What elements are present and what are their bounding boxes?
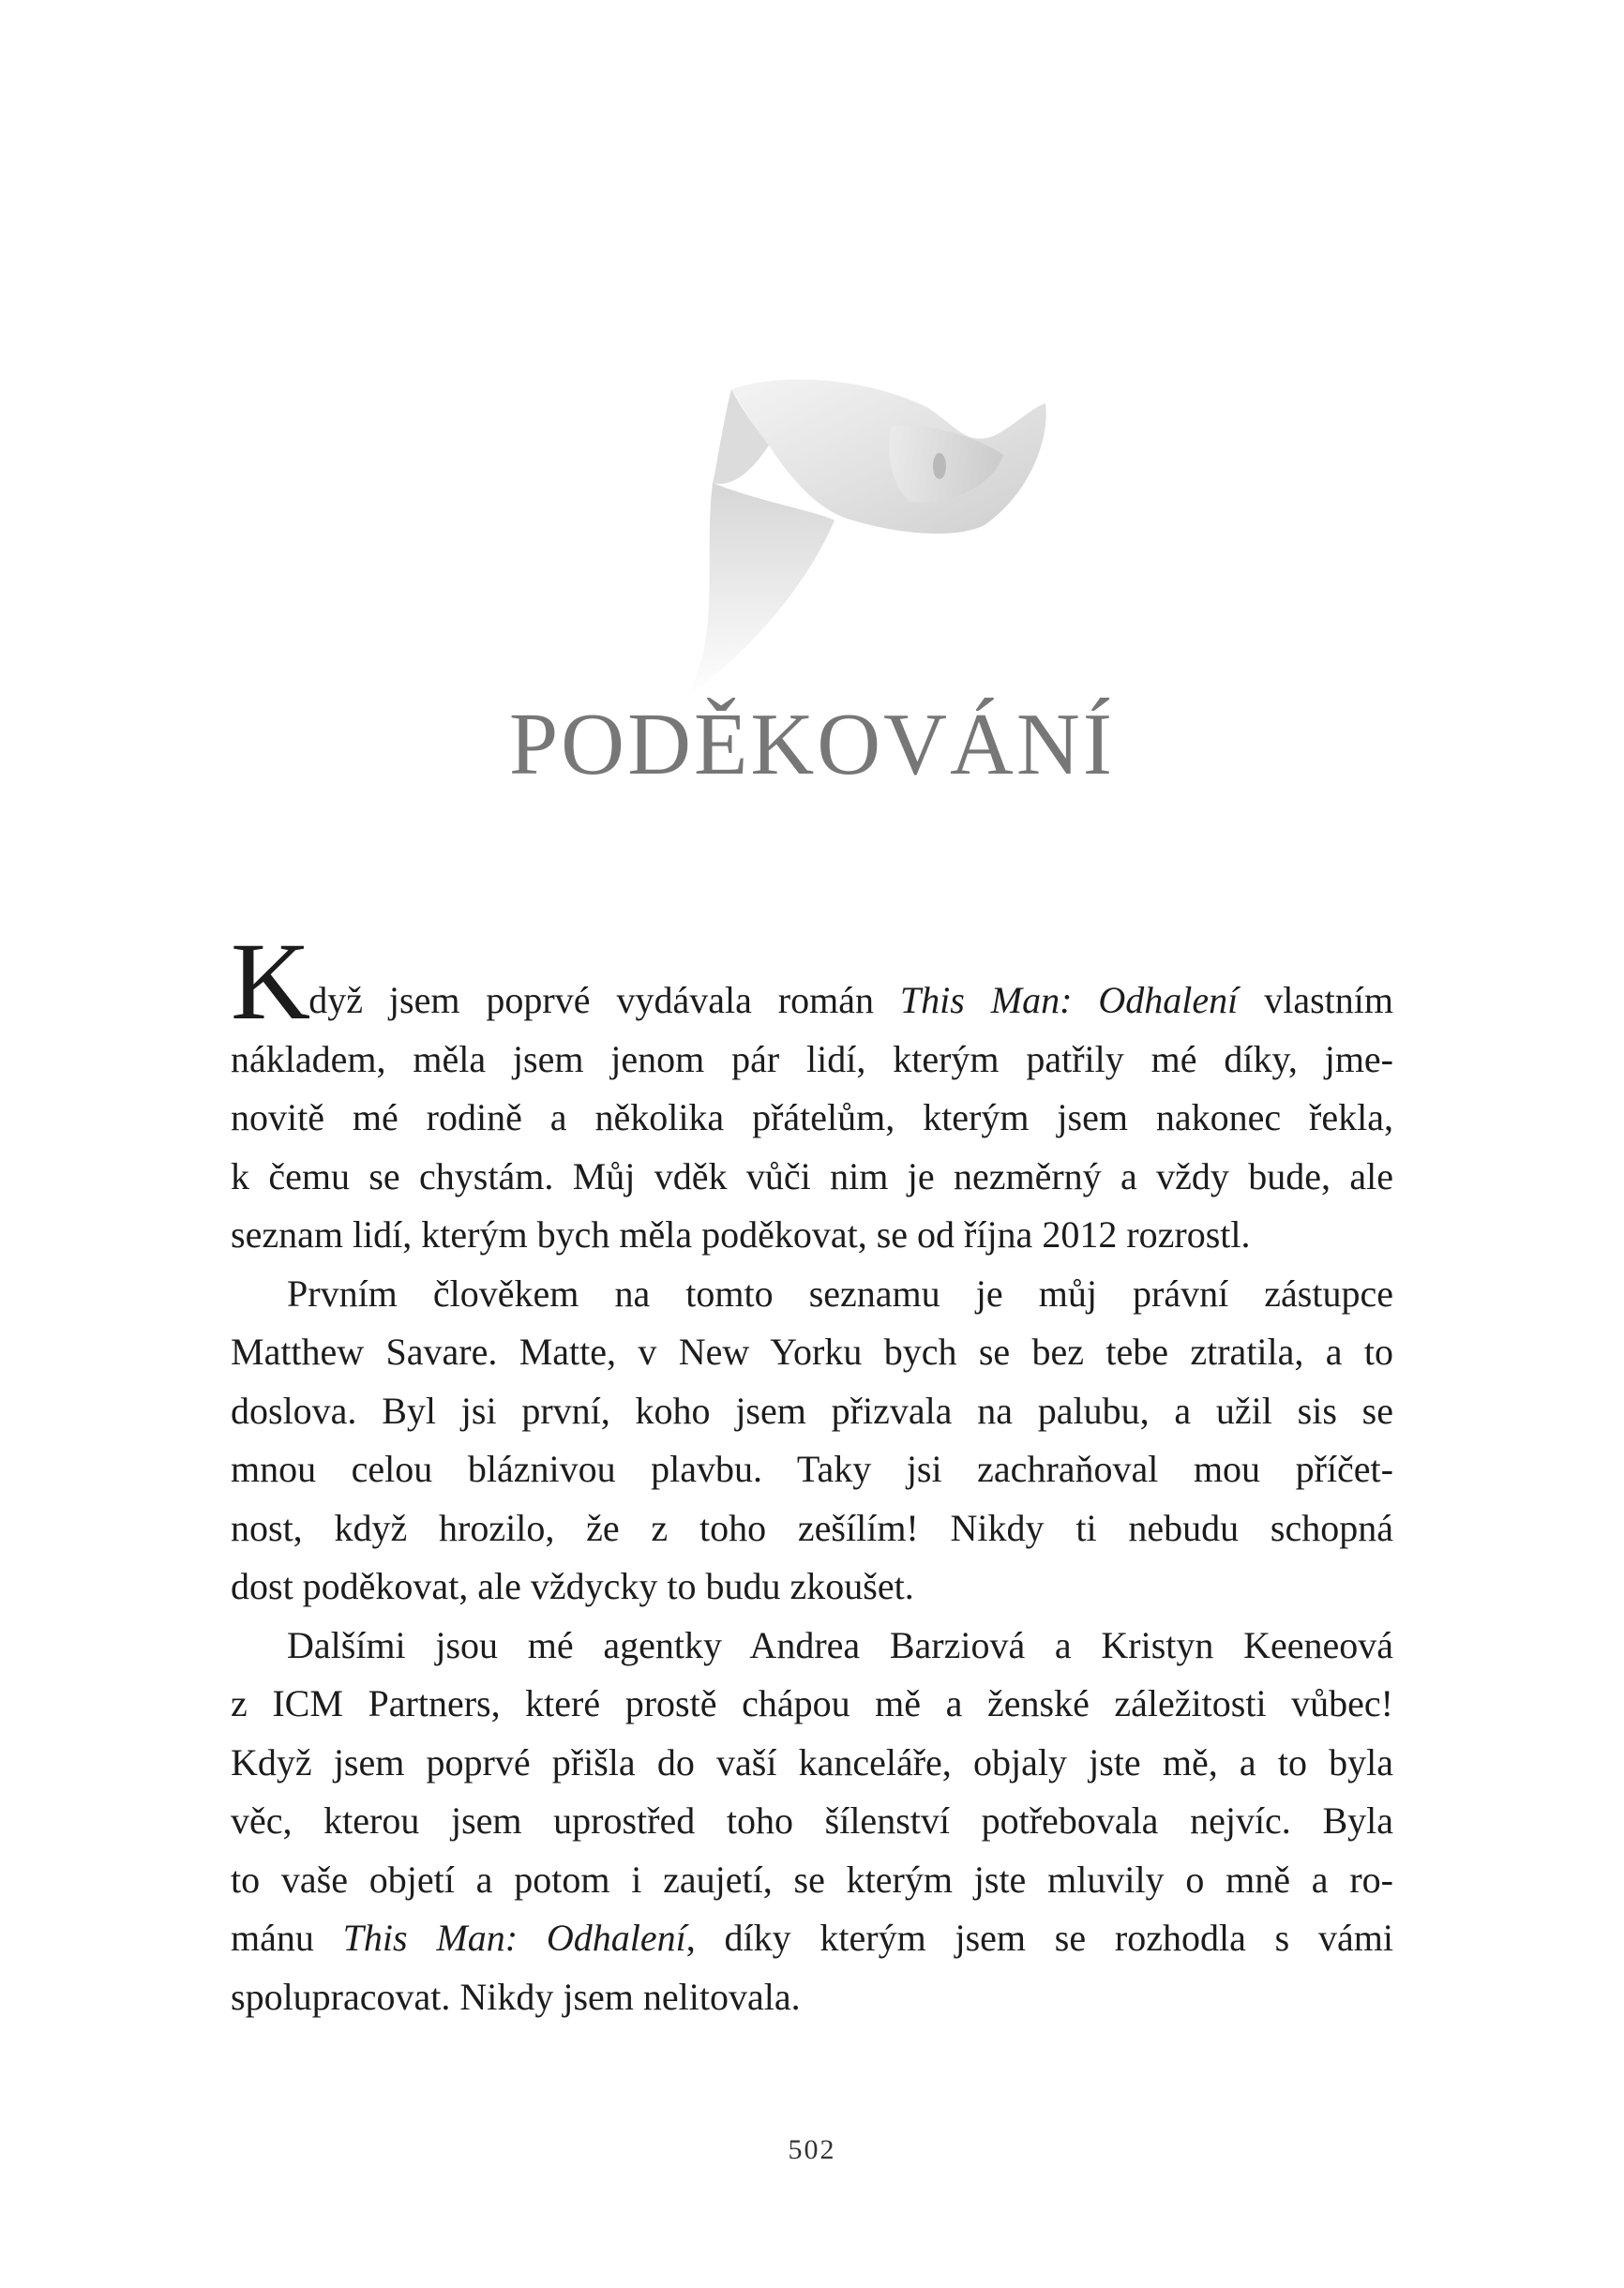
calla-lily-icon (675, 370, 1069, 708)
text-line: nost, když hrozilo, že z toho zešílím! Nikdy ti nebudu schopná (231, 1506, 1393, 1549)
text-line: spolupracovat. Nikdy jsem nelitovala. (231, 1975, 801, 2018)
paragraph-3 (231, 1617, 1393, 2027)
chapter-title: PODĚKOVÁNÍ (508, 696, 1116, 793)
drop-cap: K (231, 920, 311, 1043)
text-line: Dalšími jsou mé agentky Andrea Barziová a Kristyn Keeneová (287, 1623, 1393, 1666)
body-text (231, 920, 1393, 2026)
text-line: k čemu se chystám. Můj vděk vůči nim je nezměrný a vždy bude, ale (231, 1154, 1393, 1197)
text-line: Prvním člověkem na tomto seznamu je můj právní zástupce (287, 1272, 1393, 1315)
paragraph-2 (231, 1265, 1393, 1617)
text-line: Když jsem poprvé přišla do vaší kanceláře, objaly jste mě, a to byla (231, 1740, 1393, 1784)
text-line: nákladem, měla jsem jenom pár lidí, kterým patřily mé díky, jme- (231, 1037, 1393, 1080)
text-line: dost poděkovat, ale vždycky to budu zkoušet. (231, 1565, 914, 1607)
text-line: mánu This Man: Odhalení, díky kterým jsem se rozhodla s vámi (231, 1917, 1393, 1959)
page-number: 502 (788, 2134, 836, 2165)
text-line: mnou celou bláznivou plavbu. Taky jsi zachraňoval mou příčet- (231, 1448, 1393, 1490)
text-line: seznam lidí, kterým bych měla poděkovat, se od října 2012 rozrostl. (231, 1213, 1251, 1256)
text-line: to vaše objetí a potom i zaujetí, se kterým jste mluvily o mně a ro- (231, 1858, 1393, 1901)
paragraph-1 (231, 920, 1393, 1265)
text-line: Matthew Savare. Matte, v New Yorku bych se bez tebe ztratila, a to (231, 1331, 1393, 1373)
text-line: z ICM Partners, které prostě chápou mě a ženské záležitosti vůbec! (231, 1682, 1393, 1724)
text-line: Když jsem poprvé vydávala román This Man: Odhalení vlastním (231, 920, 1393, 1043)
text-line: doslova. Byl jsi první, koho jsem přizvala na palubu, a užil sis se (231, 1389, 1393, 1432)
text-line: novitě mé rodině a několika přátelům, kterým jsem nakonec řekla, (231, 1096, 1393, 1138)
text-line: věc, kterou jsem uprostřed toho šílenství potřebovala nejvíc. Byla (231, 1799, 1393, 1842)
